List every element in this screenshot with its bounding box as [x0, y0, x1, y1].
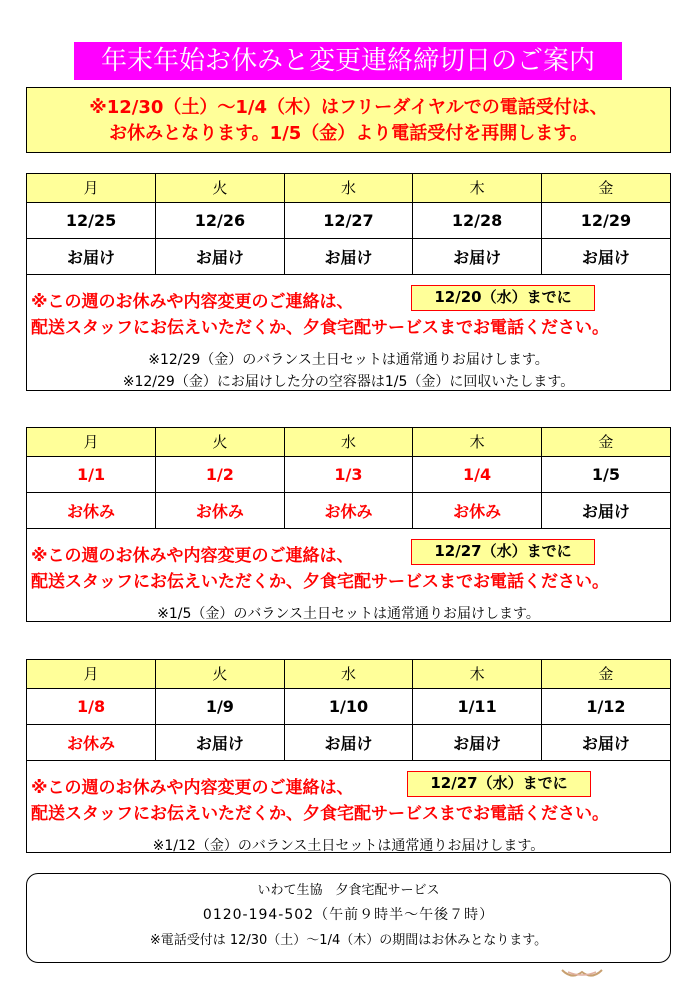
- day-header: 月: [27, 428, 156, 456]
- status-cell: お届け: [541, 724, 670, 760]
- contact-line-1: ※この週のお休みや内容変更のご連絡は、: [31, 545, 354, 566]
- holiday-notice: [26, 87, 671, 153]
- date-cell: 1/11: [413, 688, 542, 724]
- week-3-schedule: [26, 659, 671, 853]
- contact-instructions: [27, 761, 670, 827]
- contact-line-2: 配送スタッフにお伝えいただくか、夕食宅配サービスまでお電話ください。: [31, 317, 609, 338]
- status-cell: お休み: [284, 492, 413, 528]
- contact-line-2: 配送スタッフにお伝えいただくか、夕食宅配サービスまでお電話ください。: [31, 803, 609, 824]
- status-cell: お休み: [156, 492, 285, 528]
- date-cell: 1/9: [156, 688, 285, 724]
- week-notes: [27, 595, 670, 629]
- status-cell: お届け: [156, 724, 285, 760]
- day-header: 火: [156, 174, 285, 202]
- date-cell: 12/27: [284, 202, 413, 238]
- date-cell: 1/1: [27, 456, 156, 492]
- week-2-schedule: [26, 427, 671, 622]
- date-cell: 12/29: [541, 202, 670, 238]
- day-header: 金: [541, 174, 670, 202]
- date-cell: 1/12: [541, 688, 670, 724]
- day-header: 水: [284, 660, 413, 688]
- day-header: 木: [413, 174, 542, 202]
- decorative-logo-icon: [560, 966, 604, 980]
- status-cell: お届け: [413, 724, 542, 760]
- note-line: ※1/5（金）のバランス土日セットは通常通りお届けします。: [157, 605, 540, 622]
- deadline-badge: 12/27（水）までに: [407, 771, 591, 797]
- week-1-schedule: [26, 173, 671, 391]
- date-cell: 1/8: [27, 688, 156, 724]
- page-title: 年末年始お休みと変更連絡締切日のご案内: [74, 42, 622, 80]
- date-cell: 1/3: [284, 456, 413, 492]
- status-cell: お休み: [27, 724, 156, 760]
- status-cell: お届け: [284, 724, 413, 760]
- status-cell: お届け: [541, 492, 670, 528]
- day-header: 木: [413, 428, 542, 456]
- day-header: 火: [156, 428, 285, 456]
- day-header: 木: [413, 660, 542, 688]
- footer-note: ※電話受付は 12/30（土）～1/4（木）の期間はお休みとなります。: [149, 933, 548, 948]
- deadline-badge: 12/20（水）までに: [411, 285, 595, 311]
- contact-line-1: ※この週のお休みや内容変更のご連絡は、: [31, 291, 354, 312]
- note-line: ※12/29（金）にお届けした分の空容器は1/5（金）に回収いたします。: [122, 373, 575, 390]
- week-2-table: [27, 428, 670, 529]
- date-cell: 12/28: [413, 202, 542, 238]
- status-cell: お届け: [541, 238, 670, 274]
- contact-line-2: 配送スタッフにお伝えいただくか、夕食宅配サービスまでお電話ください。: [31, 571, 609, 592]
- day-header: 水: [284, 174, 413, 202]
- status-cell: お届け: [27, 238, 156, 274]
- contact-line-1: ※この週のお休みや内容変更のご連絡は、: [31, 777, 354, 798]
- deadline-badge: 12/27（水）までに: [411, 539, 595, 565]
- day-header: 火: [156, 660, 285, 688]
- week-notes: [27, 341, 670, 397]
- contact-instructions: [27, 275, 670, 341]
- contact-footer: [26, 873, 671, 963]
- date-cell: 12/26: [156, 202, 285, 238]
- date-cell: 1/5: [541, 456, 670, 492]
- notice-line-1: ※12/30（土）～1/4（木）はフリーダイヤルでの電話受付は、: [89, 97, 608, 118]
- date-cell: 12/25: [27, 202, 156, 238]
- footer-org: いわて生協 夕食宅配サービス: [257, 883, 440, 898]
- date-cell: 1/10: [284, 688, 413, 724]
- status-cell: お休み: [413, 492, 542, 528]
- notice-line-2: お休みとなります。1/5（金）より電話受付を再開します。: [109, 123, 588, 144]
- note-line: ※1/12（金）のバランス土日セットは通常通りお届けします。: [152, 837, 545, 854]
- status-cell: お届け: [413, 238, 542, 274]
- status-cell: お届け: [284, 238, 413, 274]
- status-cell: お休み: [27, 492, 156, 528]
- day-header: 月: [27, 660, 156, 688]
- date-cell: 1/4: [413, 456, 542, 492]
- status-cell: お届け: [156, 238, 285, 274]
- day-header: 金: [541, 428, 670, 456]
- day-header: 水: [284, 428, 413, 456]
- day-header: 月: [27, 174, 156, 202]
- footer-phone: 0120-194-502（午前９時半～午後７時）: [202, 907, 495, 923]
- contact-instructions: [27, 529, 670, 595]
- week-1-table: [27, 174, 670, 275]
- note-line: ※12/29（金）のバランス土日セットは通常通りお届けします。: [148, 351, 549, 368]
- day-header: 金: [541, 660, 670, 688]
- week-notes: [27, 827, 670, 861]
- week-3-table: [27, 660, 670, 761]
- date-cell: 1/2: [156, 456, 285, 492]
